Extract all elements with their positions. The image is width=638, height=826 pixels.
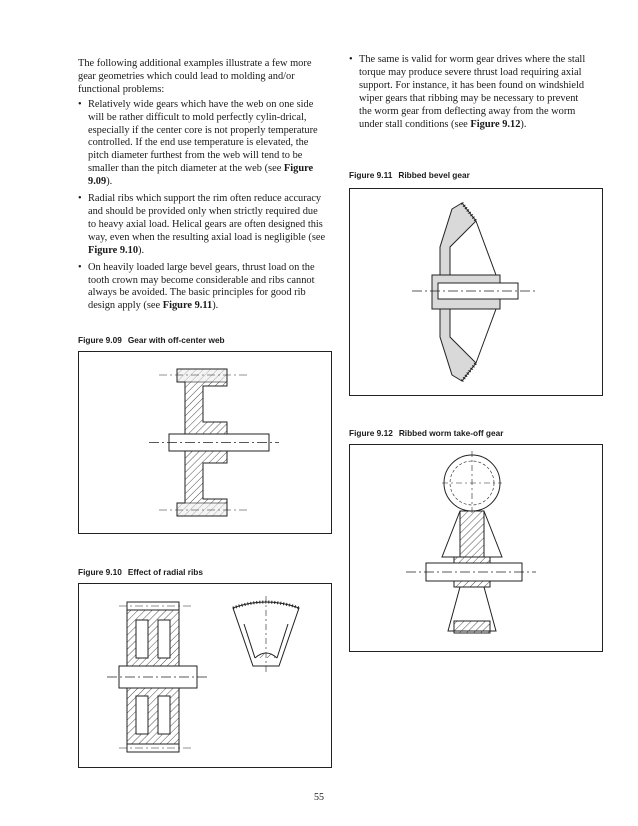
figure-title: Gear with off-center web [127, 335, 225, 345]
figure-9-12-drawing [349, 444, 603, 652]
figure-caption-9-11 [349, 170, 470, 180]
figure-reference: Figure 9.09 [88, 163, 314, 188]
figure-title: Ribbed bevel gear [398, 170, 470, 180]
bullet-item: • On heavily loaded large bevel gears, thrust load on the tooth crown may become considerable and ribs cannot always be avoided. The basic principles for good rib design apply (see Figure 9.11). [78, 262, 328, 314]
figure-caption-9-10 [78, 567, 203, 577]
gear-off-center-web-illustration [79, 352, 331, 533]
right-text-column [349, 52, 589, 135]
figure-caption-9-12 [349, 428, 503, 438]
figure-reference: Figure 9.12 [470, 118, 521, 130]
figure-9-10-drawing [78, 583, 332, 768]
figure-title: Effect of radial ribs [127, 567, 203, 577]
figure-9-09-drawing [78, 351, 332, 534]
bullet-item: • The same is valid for worm gear drives where the stall torque may produce severe thrust load requiring axial support. For instance, it has been found on windshield wiper gears that ribbing may be necessary to prevent the worm gear from deflecting away from the worm under stall conditions (see Figure 9.12). [349, 54, 589, 131]
left-text-column [78, 58, 328, 317]
figure-reference: Figure 9.11 [162, 300, 213, 312]
page-number: 55 [314, 792, 324, 803]
right-bullet-list [349, 54, 589, 131]
figure-number: Figure 9.11 [349, 170, 393, 180]
intro-paragraph: The following additional examples illustrate a few more gear geometries which could lead to molding and/or functional problems: [78, 58, 312, 95]
figure-caption-9-09 [78, 335, 225, 345]
figure-title: Ribbed worm take-off gear [398, 428, 504, 438]
left-bullet-list [78, 99, 328, 314]
figure-number: Figure 9.09 [78, 335, 122, 345]
figure-reference: Figure 9.10 [88, 244, 139, 256]
bullet-item: • Relatively wide gears which have the web on one side will be rather difficult to mold perfectly cylin-drical, especially if the center core is not properly temperature controlled. If the end use temperature is elevated, the pitch diameter furthest from the web will tend to be smaller than the pitch diameter at the web (see Figure 9.09). [78, 99, 328, 189]
bullet-item: • Radial ribs which support the rim often reduce accuracy and should be provided only when strictly required due to heavy axial load. Helical gears are often designed this way, even when the resulting axial load is negligible (see Figure 9.10). [78, 193, 328, 258]
figure-number: Figure 9.10 [78, 567, 122, 577]
radial-ribs-illustration [79, 584, 331, 767]
ribbed-bevel-gear-illustration [350, 189, 602, 395]
ribbed-worm-gear-illustration [350, 445, 602, 651]
figure-number: Figure 9.12 [349, 428, 393, 438]
figure-9-11-drawing [349, 188, 603, 396]
